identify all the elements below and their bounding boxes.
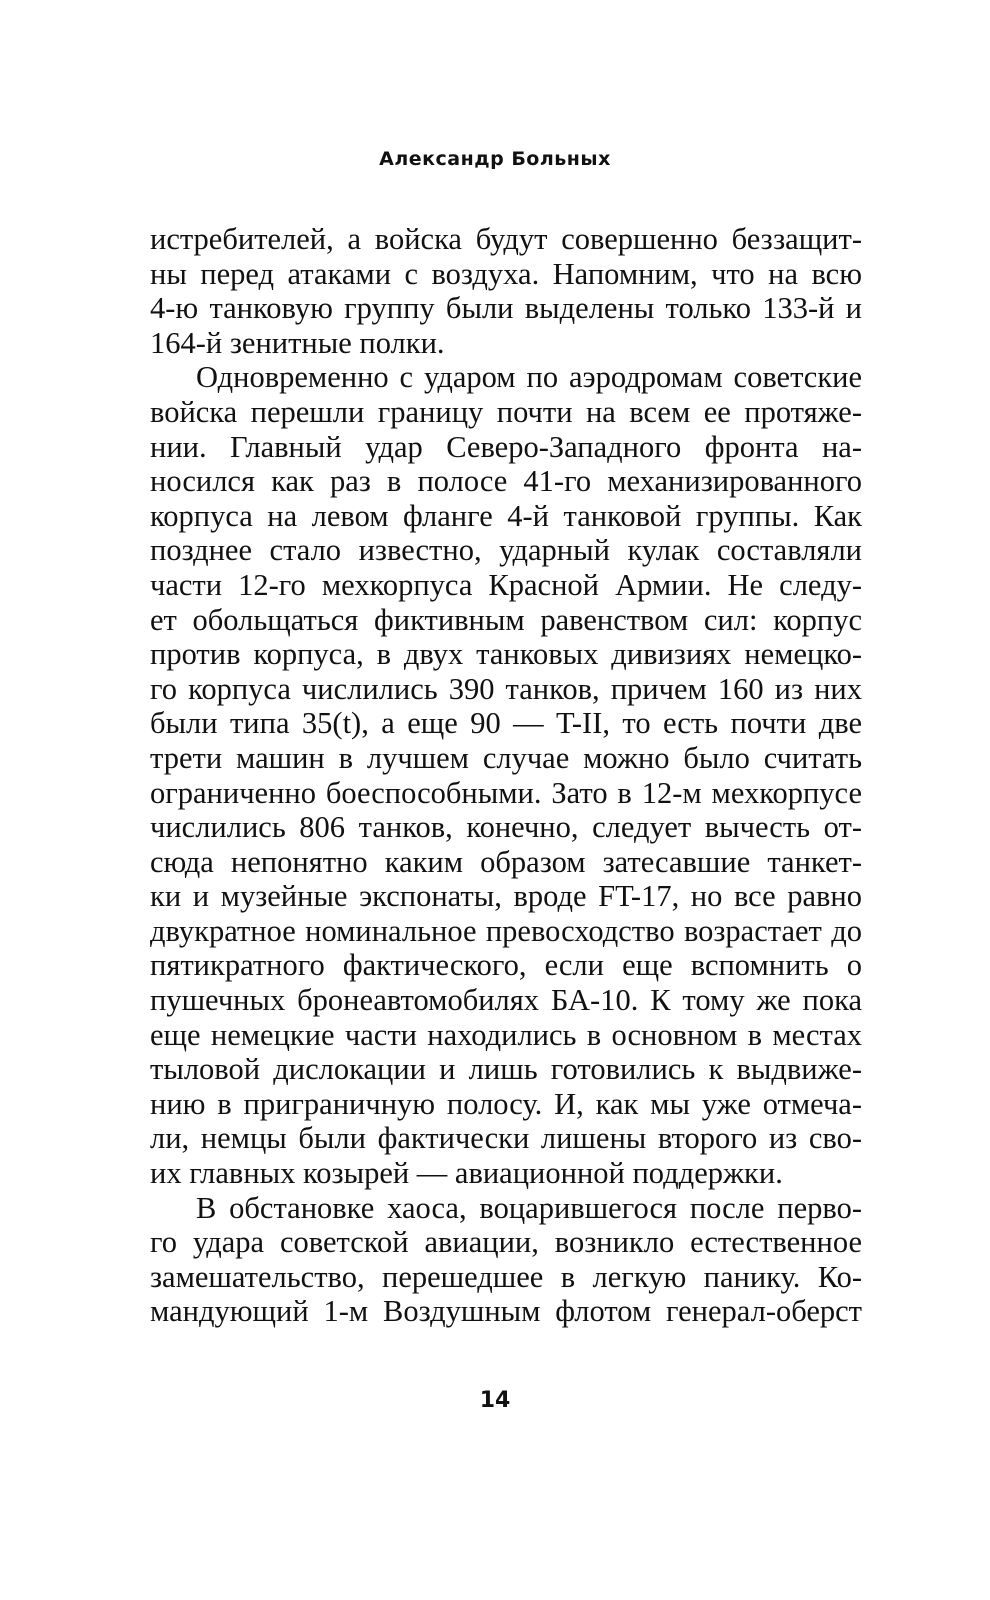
text-line: войска перешли границу почти на всем ее протяже- <box>150 394 862 429</box>
text-line: ограниченно боеспособными. Зато в 12-м мехкорпусе <box>150 775 862 810</box>
text-line: позднее стало известно, ударный кулак составляли <box>150 533 862 568</box>
text-line: ки и музейные экспонаты, вроде FT-17, но все равно <box>150 879 862 914</box>
text-line: мандующий 1-м Воздушным флотом генерал-оберст <box>150 1294 862 1329</box>
text-line: пятикратного фактического, если еще вспомнить о <box>150 948 862 983</box>
text-line: против корпуса, в двух танковых дивизиях немецко- <box>150 637 862 672</box>
page-number: 14 <box>479 1388 511 1413</box>
text-line: сюда непонятно каким образом затесавшие танкет- <box>150 844 862 879</box>
text-line: ет обольщаться фиктивным равенством сил: корпус <box>150 602 862 637</box>
text-line: 164-й зенитные полки. <box>150 325 445 360</box>
text-line: 4-ю танковую группу были выделены только 133-й и <box>150 291 862 326</box>
text-line: го корпуса числились 390 танков, причем 160 из них <box>150 671 862 706</box>
text-line: В обстановке хаоса, воцарившегося после перво- <box>196 1190 862 1225</box>
text-line: были типа 35(t), а еще 90 — T-II, то есть почти две <box>150 706 862 741</box>
text-line: го удара советской авиации, возникло естественное <box>150 1225 862 1260</box>
text-line: еще немецкие части находились в основном в местах <box>150 1017 862 1052</box>
text-line: ны перед атаками с воздуха. Напомним, что на всю <box>150 256 862 291</box>
text-line: двукратное номинальное превосходство возрастает до <box>150 913 862 948</box>
text-line: ли, немцы были фактически лишены второго из сво- <box>150 1121 862 1156</box>
text-line: нию в приграничную полосу. И, как мы уже отмеча- <box>150 1086 862 1121</box>
text-line: их главных козырей — авиационной поддержки. <box>150 1156 783 1191</box>
text-line: корпуса на левом фланге 4-й танковой группы. Как <box>150 498 862 533</box>
running-head-author: Александр Больных <box>379 148 611 170</box>
text-line: Одновременно с ударом по аэродромам советские <box>196 360 862 395</box>
body-text <box>150 222 862 1329</box>
text-line: носился как раз в полосе 41-го механизированного <box>150 464 862 499</box>
text-line: истребителей, а войска будут совершенно беззащит- <box>150 222 862 256</box>
text-line: числились 806 танков, конечно, следует вычесть от- <box>150 810 862 845</box>
text-line: пушечных бронеавтомобилях БА-10. К тому же пока <box>150 983 862 1018</box>
text-line: тыловой дислокации и лишь готовились к выдвиже- <box>150 1052 862 1087</box>
text-line: нии. Главный удар Северо-Западного фронта на- <box>150 429 862 464</box>
text-line: трети машин в лучшем случае можно было считать <box>150 740 862 775</box>
text-line: замешательство, перешедшее в легкую панику. Ко- <box>150 1259 862 1294</box>
text-line: части 12-го мехкорпуса Красной Армии. Не следу- <box>150 567 862 602</box>
